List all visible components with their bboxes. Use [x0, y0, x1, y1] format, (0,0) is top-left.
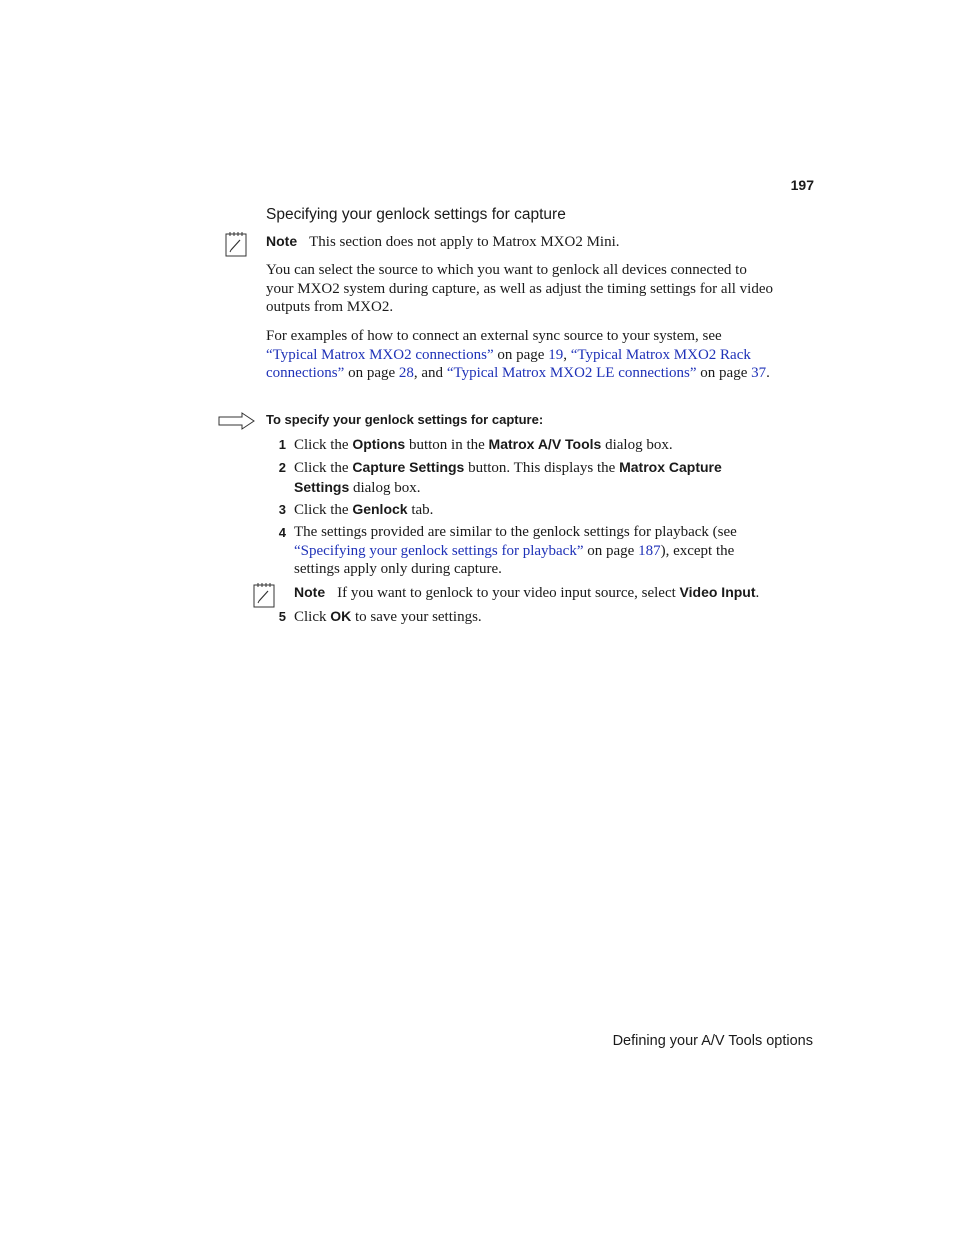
step-4-text: The settings provided are similar to the genlock settings for playback (see “Specifying your genlock settings for playback” on page 187), except the settings apply only during capture.: [294, 524, 737, 578]
page-number: 197: [790, 177, 814, 193]
ui-capture-settings: Capture Settings: [352, 459, 465, 475]
ui-genlock: Genlock: [352, 501, 408, 517]
examples-paragraph: For examples of how to connect an external sync source to your system, see “Typical Matrox MXO2 connections” on page 19, “Typical Matrox MXO2 Rack connections” on page 28, and “Typical Matrox MXO2 LE connections” on page 37.: [266, 328, 770, 382]
intro-paragraph: You can select the source to which you want to genlock all devices connected to your MXO2 system during capture, as well as adjust the timing settings for all video outputs from MXO2.: [266, 262, 773, 316]
link-page-37[interactable]: 37: [751, 365, 767, 382]
link-rack-connections[interactable]: “Typical Matrox MXO2 Rack connections”: [266, 346, 751, 382]
procedure-arrow-icon: [218, 412, 256, 430]
notepad-icon: [225, 231, 247, 257]
step-2-text: Click the Capture Settings button. This displays the Matrox Capture Settings dialog box.: [294, 459, 722, 496]
step-number: 1: [278, 437, 286, 452]
step-number: 4: [278, 525, 286, 540]
link-genlock-playback[interactable]: “Specifying your genlock settings for playback”: [294, 542, 584, 559]
notepad-icon: [253, 582, 275, 608]
section-heading: Specifying your genlock settings for capture: [266, 206, 566, 223]
note-section-scope: [266, 233, 620, 251]
link-page-28[interactable]: 28: [398, 365, 414, 382]
ui-options: Options: [352, 436, 406, 452]
link-page-19[interactable]: 19: [548, 346, 564, 363]
note-text: This section does not apply to Matrox MXO2 Mini.: [309, 234, 620, 250]
ui-matrox-capture-settings: Matrox Capture Settings: [294, 459, 722, 495]
step-3-text: Click the Genlock tab.: [294, 501, 434, 518]
link-typical-connections[interactable]: “Typical Matrox MXO2 connections”: [266, 346, 494, 363]
note-label: Note: [294, 584, 326, 600]
ui-video-input: Video Input: [679, 584, 756, 600]
step-number: 5: [278, 609, 286, 624]
procedure-heading: To specify your genlock settings for capture:: [266, 412, 544, 427]
link-le-connections[interactable]: “Typical Matrox MXO2 LE connections”: [446, 365, 697, 382]
note-video-input: Note If you want to genlock to your video input source, select Video Input.: [294, 584, 760, 601]
step-5-text: Click OK to save your settings.: [294, 608, 482, 625]
ui-matrox-av-tools: Matrox A/V Tools: [488, 436, 602, 452]
step-number: 2: [278, 460, 286, 475]
running-footer: Defining your A/V Tools options: [612, 1033, 813, 1049]
step-1-text: Click the Options button in the Matrox A/V Tools dialog box.: [294, 436, 673, 453]
note-label: Note: [266, 233, 298, 249]
ui-ok: OK: [330, 608, 352, 624]
step-number: 3: [278, 502, 286, 517]
link-page-187[interactable]: 187: [638, 542, 661, 559]
